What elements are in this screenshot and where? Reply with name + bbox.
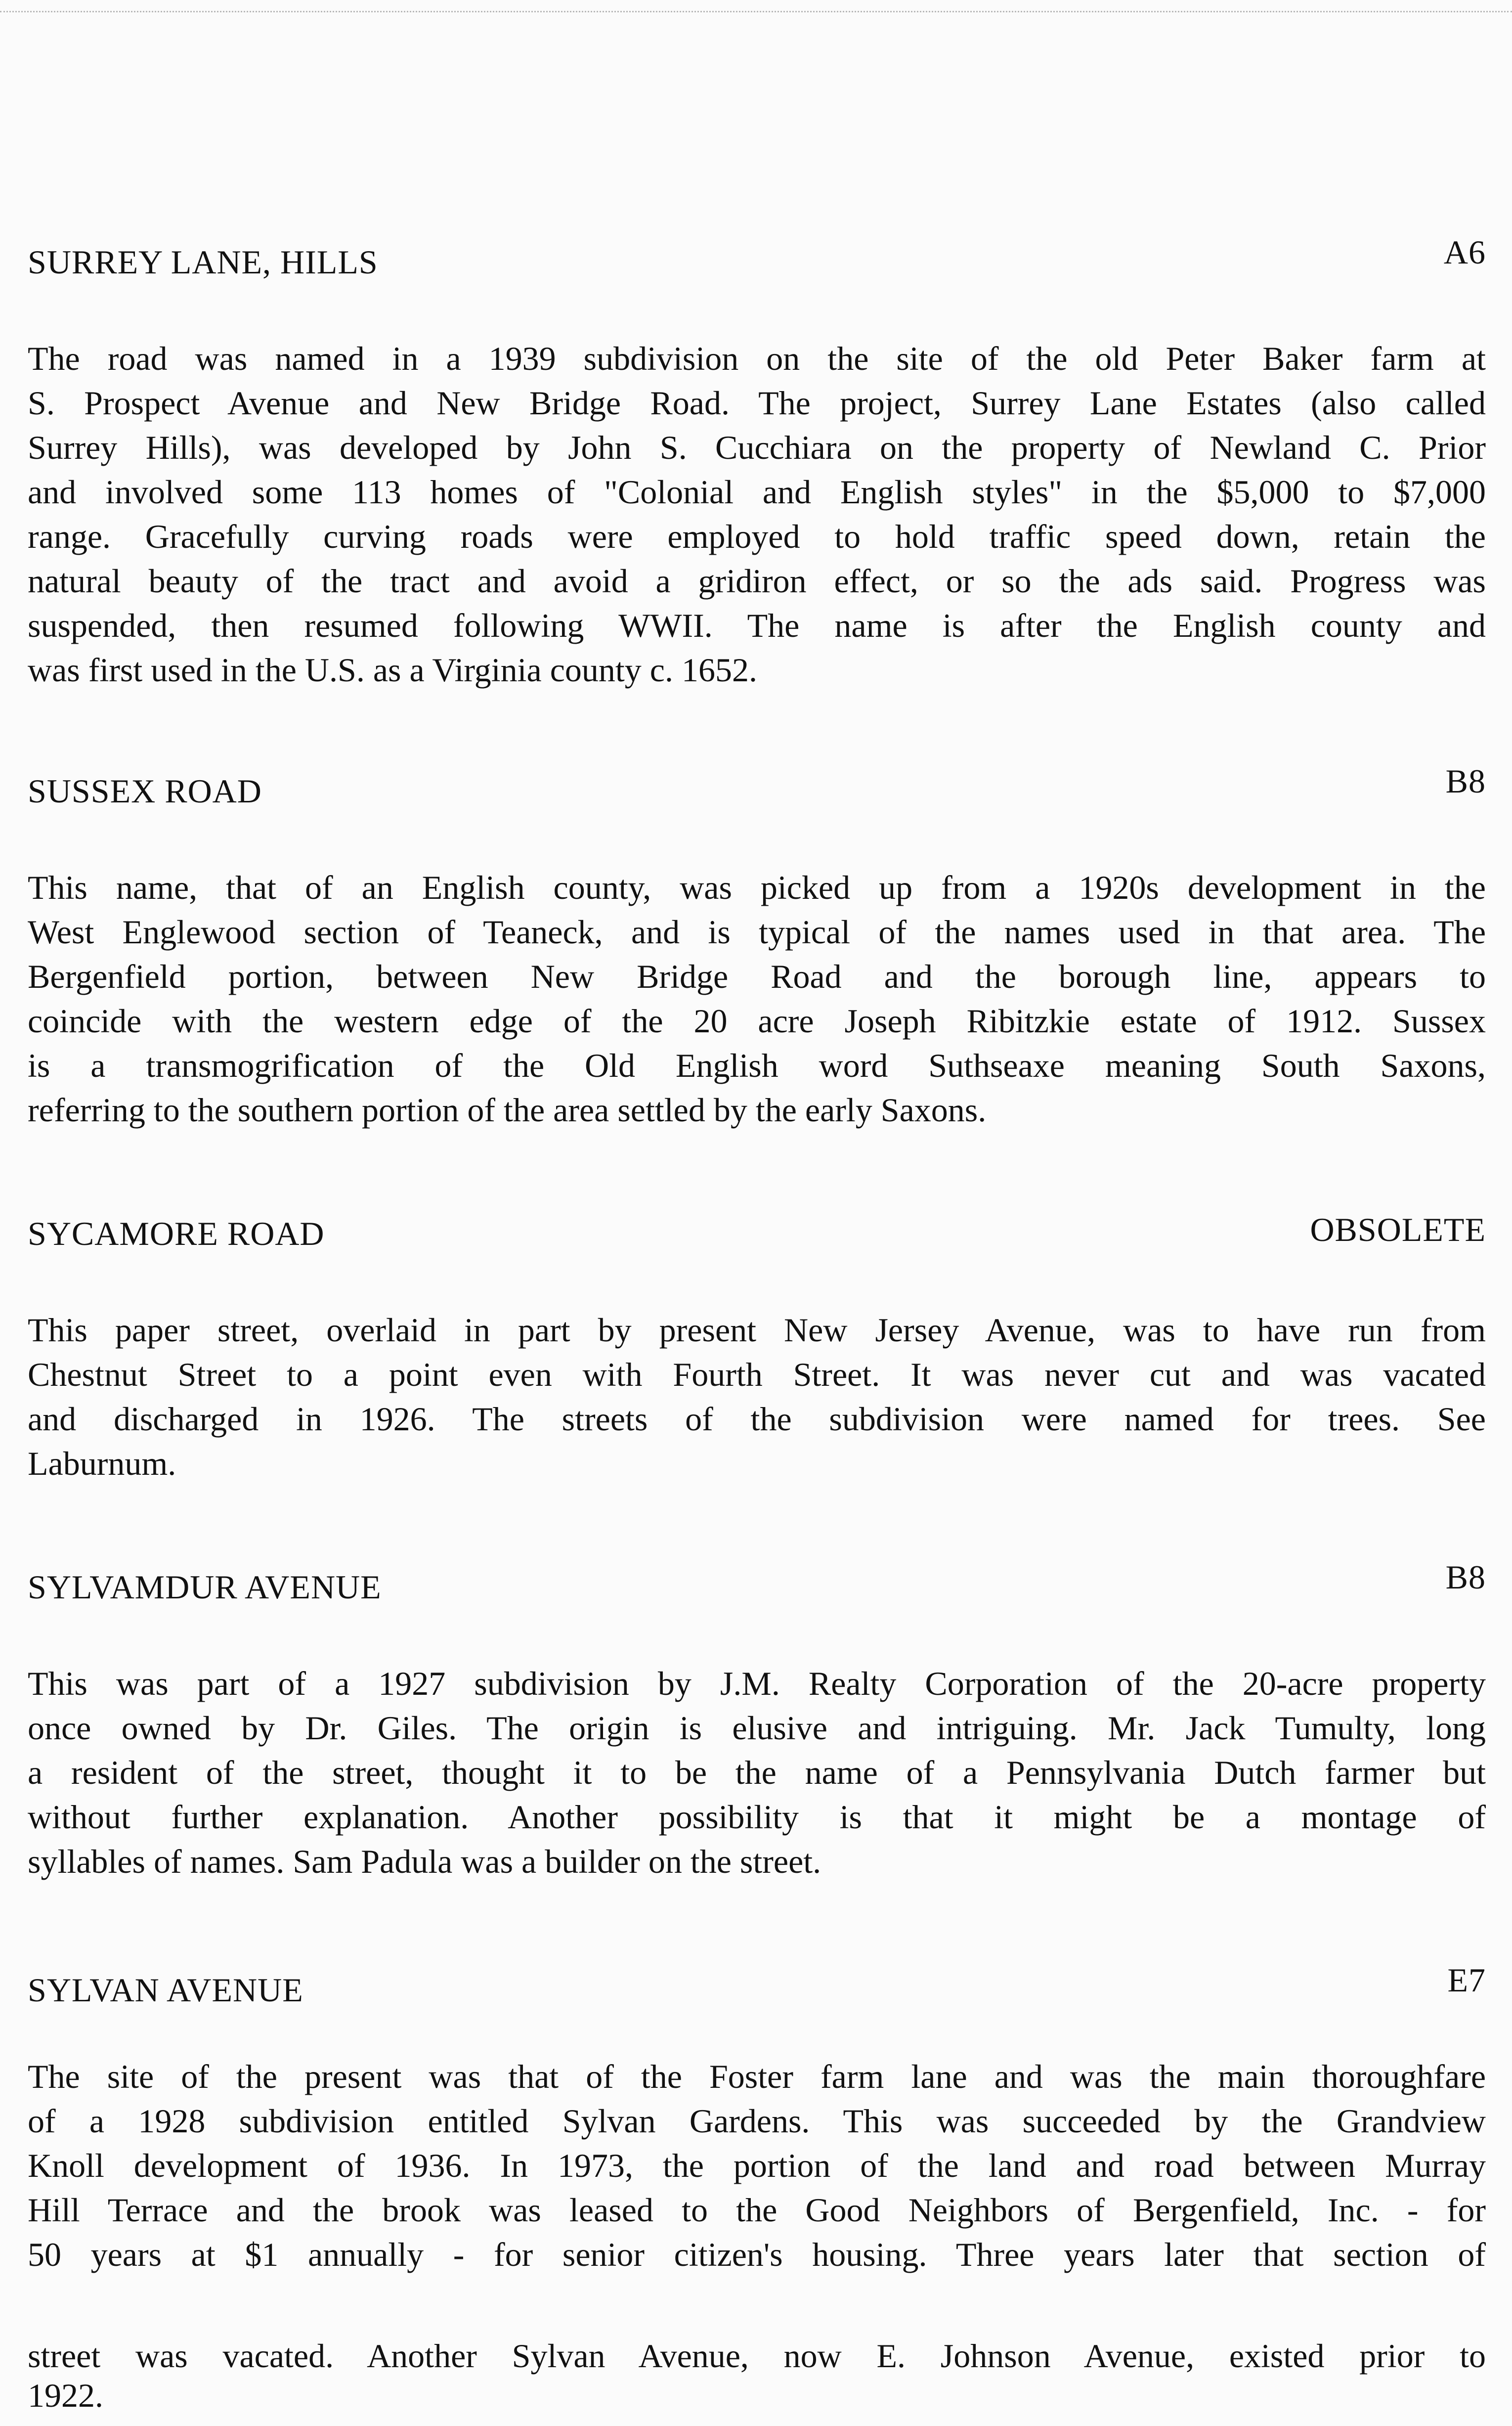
body-line: suspended, then resumed following WWII. The name is after the English county and — [28, 607, 1486, 644]
map-grid-code: B8 — [1445, 762, 1486, 800]
body-line: coincide with the western edge of the 20 acre Joseph Ribitzkie estate of 1912. Sussex — [28, 1002, 1486, 1040]
entry-surrey-lane — [28, 233, 1486, 689]
body-line: Bergenfield portion, between New Bridge Road and the borough line, appears to — [28, 958, 1486, 995]
body-line: syllables of names. Sam Padula was a builder on the street. — [28, 1843, 821, 1880]
body-line: once owned by Dr. Giles. The origin is elusive and intriguing. Mr. Jack Tumulty, long — [28, 1709, 1486, 1747]
body-line-continuation: 1922. — [28, 2377, 103, 2414]
status-label: OBSOLETE — [1310, 1211, 1486, 1248]
body-line: of a 1928 subdivision entitled Sylvan Gardens. This was succeeded by the Grandview — [28, 2102, 1486, 2140]
body-line: Surrey Hills), was developed by John S. Cucchiara on the property of Newland C. Prior — [28, 429, 1486, 466]
body-line: without further explanation. Another possibility is that it might be a montage of — [28, 1798, 1486, 1836]
body-line: is a transmogrification of the Old English word Suthseaxe meaning South Saxons, — [28, 1047, 1486, 1084]
body-line-continuation: street was vacated. Another Sylvan Avenue, now E. Johnson Avenue, existed prior to — [28, 2337, 1486, 2375]
map-grid-code: A6 — [1443, 233, 1486, 271]
street-name: SYLVAMDUR AVENUE — [28, 1568, 382, 1606]
page-top-edge — [0, 11, 1512, 12]
body-line: was first used in the U.S. as a Virginia county c. 1652. — [28, 651, 757, 689]
entry-sycamore-road — [28, 1211, 1486, 1482]
body-line: Knoll development of 1936. In 1973, the portion of the land and road between Murray — [28, 2147, 1486, 2184]
body-line: This was part of a 1927 subdivision by J.M. Realty Corporation of the 20-acre property — [28, 1665, 1486, 1702]
street-name: SURREY LANE, HILLS — [28, 243, 378, 281]
body-line: natural beauty of the tract and avoid a gridiron effect, or so the ads said. Progress was — [28, 562, 1486, 600]
body-line: Hill Terrace and the brook was leased to the Good Neighbors of Bergenfield, Inc. - for — [28, 2191, 1486, 2229]
body-line: a resident of the street, thought it to be the name of a Pennsylvania Dutch farmer but — [28, 1754, 1486, 1791]
map-grid-code: E7 — [1447, 1961, 1486, 1999]
street-name: SYCAMORE ROAD — [28, 1215, 325, 1252]
body-line: The site of the present was that of the Foster farm lane and was the main thoroughfare — [28, 2058, 1486, 2095]
map-grid-code: B8 — [1445, 1558, 1486, 1596]
entry-sylvamdur-avenue — [28, 1558, 1486, 1880]
entry-sylvan-avenue — [28, 1961, 1486, 2414]
body-line: S. Prospect Avenue and New Bridge Road. The project, Surrey Lane Estates (also called — [28, 384, 1486, 422]
body-line: 50 years at $1 annually - for senior citizen's housing. Three years later that section of — [28, 2236, 1486, 2273]
body-line: The road was named in a 1939 subdivision on the site of the old Peter Baker farm at — [28, 340, 1486, 377]
body-line: West Englewood section of Teaneck, and is typical of the names used in that area. The — [28, 913, 1486, 951]
body-line: Laburnum. — [28, 1445, 176, 1482]
entry-heading — [28, 1961, 1486, 2010]
body-line: and discharged in 1926. The streets of the subdivision were named for trees. See — [28, 1400, 1486, 1438]
entry-heading — [28, 1211, 1486, 1253]
body-line: This name, that of an English county, was picked up from a 1920s development in the — [28, 869, 1486, 906]
body-line: This paper street, overlaid in part by present New Jersey Avenue, was to have run from — [28, 1311, 1486, 1349]
body-line: referring to the southern portion of the area settled by the early Saxons. — [28, 1091, 987, 1129]
entry-heading — [28, 233, 1486, 282]
body-line: and involved some 113 homes of "Colonial and English styles" in the $5,000 to $7,000 — [28, 473, 1486, 511]
street-name: SUSSEX ROAD — [28, 772, 262, 810]
body-line: Chestnut Street to a point even with Fourth Street. It was never cut and was vacated — [28, 1356, 1486, 1393]
body-line: range. Gracefully curving roads were employed to hold traffic speed down, retain the — [28, 518, 1486, 555]
entry-sussex-road — [28, 762, 1486, 1129]
entry-heading — [28, 1558, 1486, 1607]
entry-heading — [28, 762, 1486, 811]
street-name: SYLVAN AVENUE — [28, 1971, 303, 2009]
